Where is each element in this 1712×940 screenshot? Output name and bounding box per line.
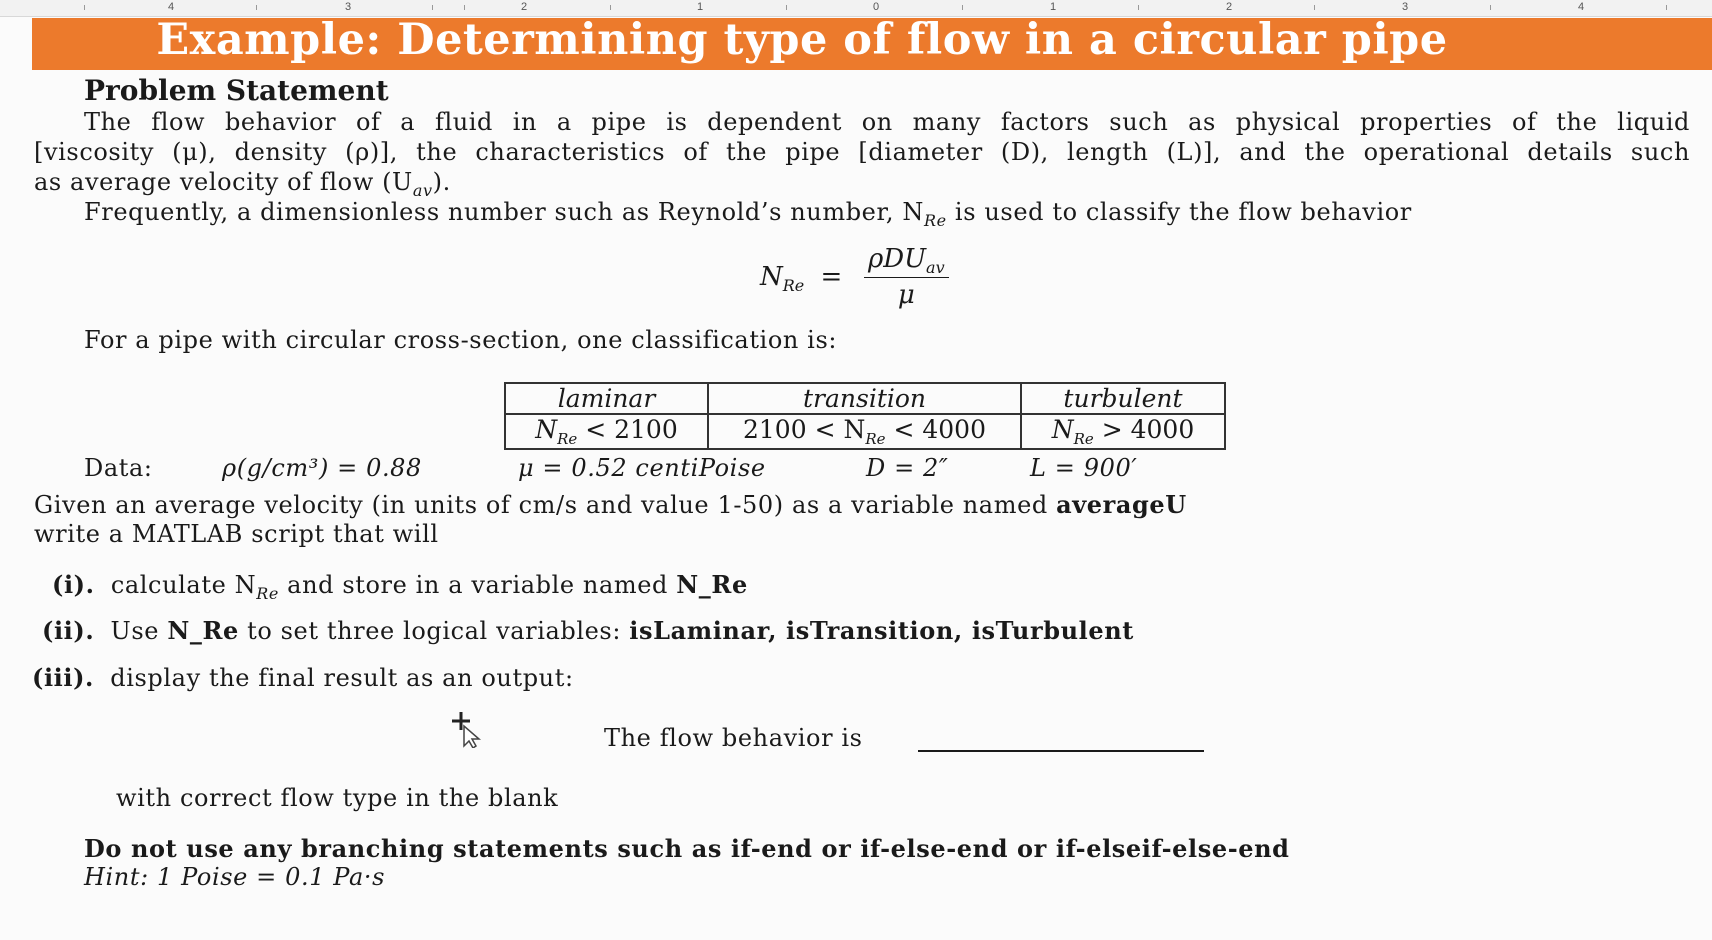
title-banner <box>32 15 1712 70</box>
para1-line2: [viscosity (μ), density (ρ)], the characteristics of the pipe [diameter (D), length (L)], and the operational details such <box>34 138 1690 166</box>
data-mu: μ = 0.52 centiPoise <box>518 454 766 482</box>
table-header-transition: transition <box>708 383 1021 414</box>
ruler-label: 2 <box>1226 1 1233 13</box>
given-line1: Given an average velocity (in units of cm/s and value 1-50) as a variable named averageU <box>34 490 1187 519</box>
ruler-label: 2 <box>521 1 528 13</box>
ruler-label: 4 <box>168 1 175 13</box>
ruler-label: 4 <box>1578 1 1585 13</box>
ruler-label: 3 <box>345 1 352 13</box>
table-header-turbulent: turbulent <box>1021 383 1225 414</box>
warning-text: Do not use any branching statements such as if-end or if-else-end or if-elseif-else-end <box>84 834 1290 863</box>
answer-blank <box>918 750 1204 752</box>
ruler-label: 0 <box>873 1 880 13</box>
data-label: Data: <box>84 454 153 482</box>
item-i: (i). calculate $N_{Re}$ and store in a variable named N_Re <box>52 570 748 603</box>
ruler-label: 3 <box>1402 1 1409 13</box>
item-iii: (iii). display the final result as an output: <box>32 663 574 692</box>
blank-note: with correct flow type in the blank <box>116 784 559 812</box>
table-cell-turbulent: $N_{Re} > 4000$ <box>1021 414 1225 449</box>
para1-line3: as average velocity of flow $(U_{av})$. <box>34 168 451 200</box>
table-cell-laminar: $N_{Re} < 2100$ <box>505 414 708 449</box>
slide-title: Example: Determining type of flow in a circular pipe <box>156 15 1448 65</box>
para1-line1: The flow behavior of a fluid in a pipe is dependent on many factors such as physical properties of the liquid <box>84 108 1690 136</box>
table-cell-transition: $2100 < N_{Re} < 4000$ <box>708 414 1021 449</box>
given-line2: write a MATLAB script that will <box>34 520 439 548</box>
problem-heading: Problem Statement <box>84 74 389 107</box>
data-rho: ρ(g/cm³) = 0.88 <box>222 454 422 482</box>
data-diameter: D = 2″ <box>866 454 949 482</box>
ruler-label: 1 <box>697 1 704 13</box>
ruler-label: 1 <box>1050 1 1057 13</box>
table-header-laminar: laminar <box>505 383 708 414</box>
output-line: The flow behavior is <box>604 724 863 752</box>
data-length: L = 900′ <box>1030 454 1138 482</box>
item-ii: (ii). Use N_Re to set three logical variables: isLaminar, isTransition, isTurbulent <box>42 616 1134 645</box>
hint-text: Hint: 1 Poise = 0.1 Pa·s <box>84 863 386 891</box>
classification-table <box>504 382 1226 450</box>
mouse-cursor-icon <box>450 712 484 748</box>
para2: Frequently, a dimensionless number such as Reynold’s number, $N_{Re}$ is used to classify the flow behavior <box>84 198 1412 230</box>
reynolds-equation: $N_{Re}$ = ρDU$_{av}$ μ <box>760 244 850 277</box>
classification-intro: For a pipe with circular cross-section, one classification is: <box>84 326 838 354</box>
page-content <box>0 70 1712 940</box>
